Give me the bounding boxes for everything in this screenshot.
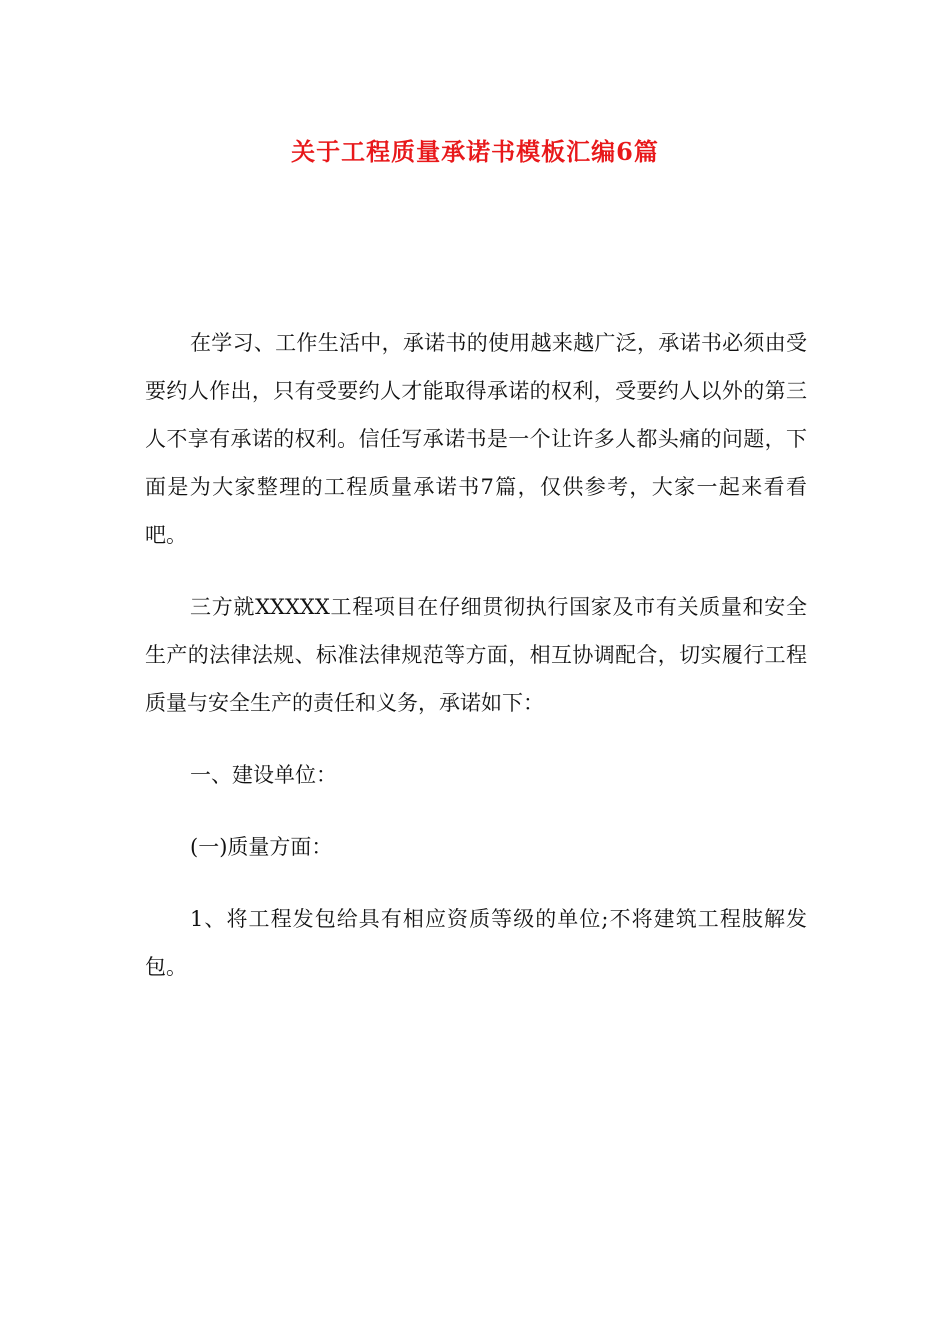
document-body	[145, 319, 807, 991]
subsection-heading-quality: (一)质量方面：	[190, 835, 333, 859]
list-item-1: 1、将工程发包给具有相应资质等级的单位;不将建筑工程肢解发包。	[145, 907, 807, 979]
paragraph-intro: 在学习、工作生活中，承诺书的使用越来越广泛，承诺书必须由受要约人作出，只有受要约人才能取得承诺的权利，受要约人以外的第三人不享有承诺的权利。信任写承诺书是一个让许多人都头痛的问题，下面是为大家整理的工程质量承诺书7篇，仅供参考，大家一起来看看吧。	[145, 331, 807, 547]
document-title: 关于工程质量承诺书模板汇编6篇	[291, 137, 659, 166]
paragraph-commitment: 三方就XXXXX工程项目在仔细贯彻执行国家及市有关质量和安全生产的法律法规、标准法律规范等方面，相互协调配合，切实履行工程质量与安全生产的责任和义务，承诺如下：	[145, 595, 807, 715]
section-heading-construction-unit: 一、建设单位：	[190, 763, 337, 787]
